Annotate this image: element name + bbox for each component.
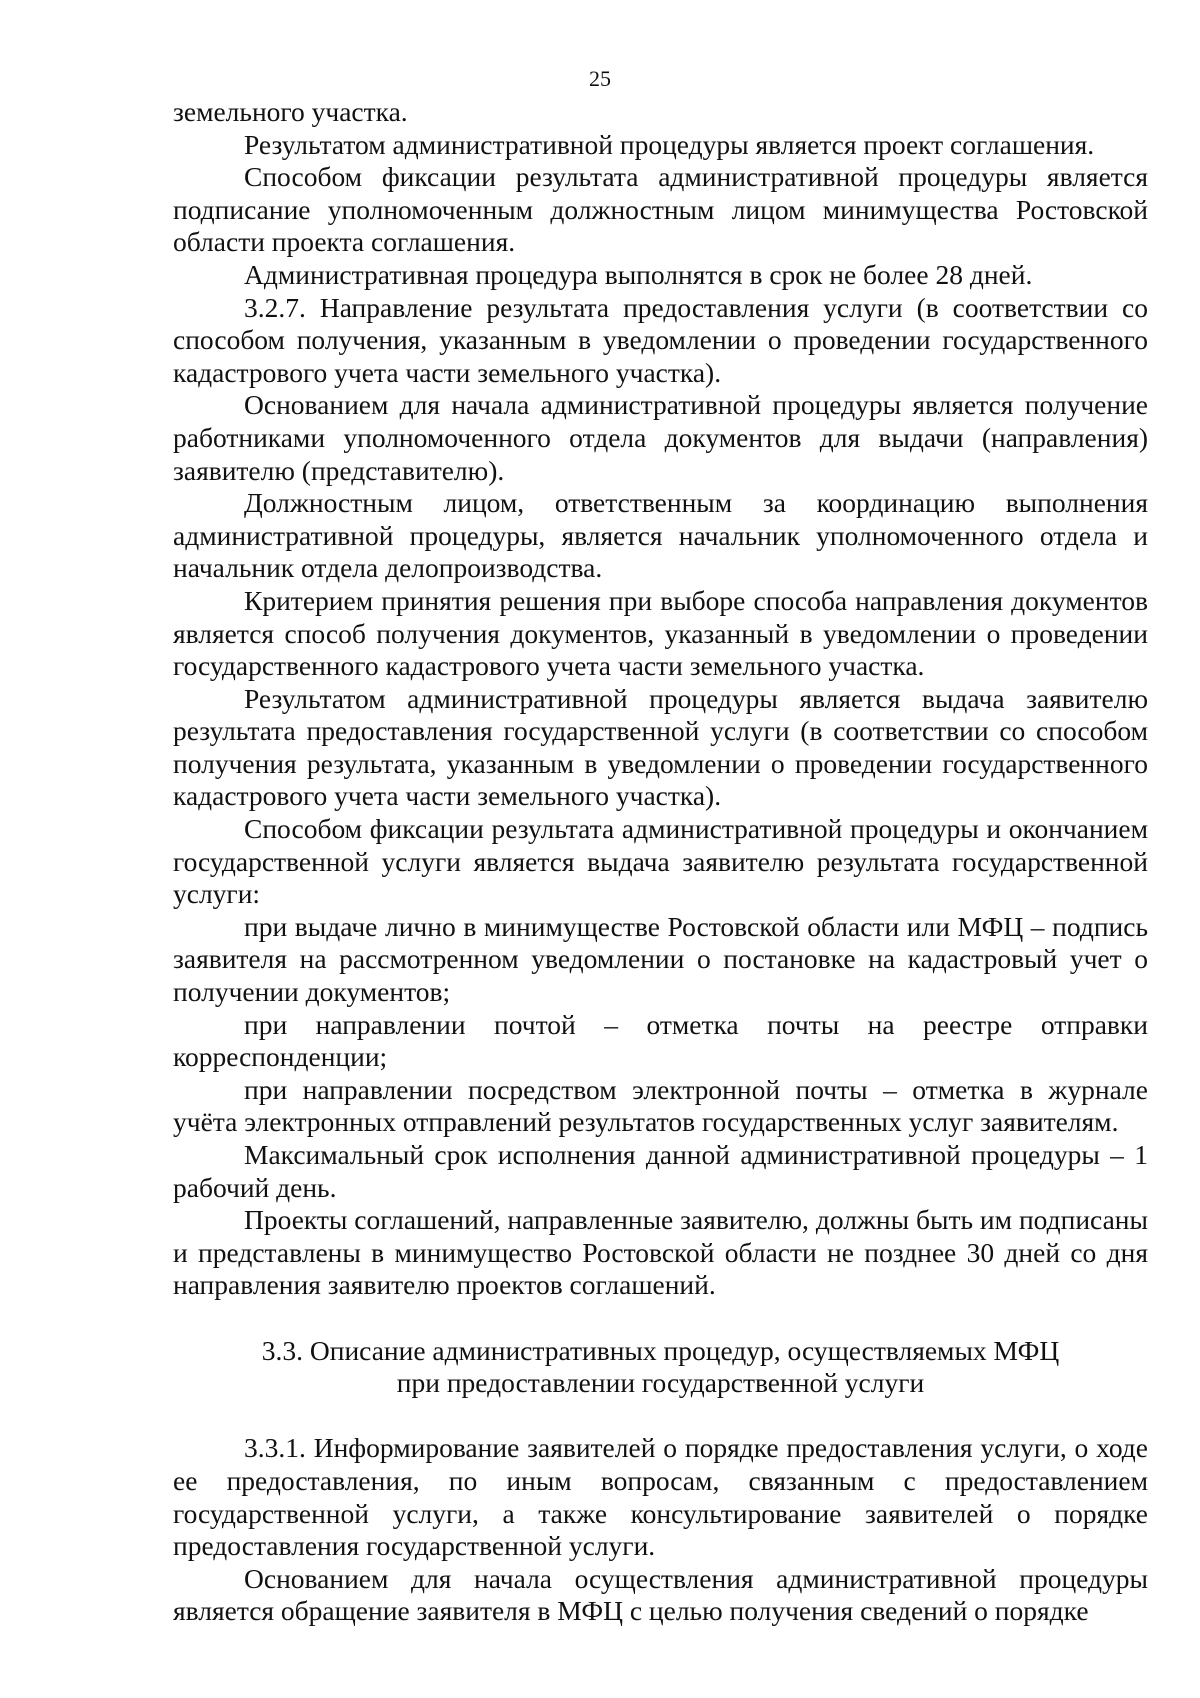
paragraph: при направлении почтой – отметка почты на реестре отправки корреспонденции; bbox=[173, 1008, 1148, 1073]
paragraph: земельного участка. bbox=[173, 96, 408, 127]
paragraph: Критерием принятия решения при выборе способа направления документов является способ получения документов, указанный в уведомлении о проведении государственного кадастрового учета части земельного участка. bbox=[173, 584, 1148, 682]
paragraph: Способом фиксации результата административной процедуры и окончанием государственной услуги является выдача заявителю результата государственной услуги: bbox=[173, 813, 1148, 910]
paragraph: Максимальный срок исполнения данной административной процедуры – 1 рабочий день. bbox=[173, 1139, 1148, 1203]
paragraph: Результатом административной процедуры является проект соглашения. bbox=[244, 128, 1095, 160]
paragraph: Основанием для начала осуществления административной процедуры является обращение заявителя в МФЦ с целью получения сведений о порядке bbox=[173, 1562, 1148, 1627]
paragraph: при выдаче лично в минимуществе Ростовской области или МФЦ – подпись заявителя на рассмотренном уведомлении о постановке на кадастровый учет о получении документов; bbox=[173, 910, 1148, 1008]
paragraph: Проекты соглашений, направленные заявителю, должны быть им подписаны и представлены в минимущество Ростовской области не позднее 30 дней со дня направления заявителю проектов соглашений. bbox=[173, 1204, 1148, 1301]
paragraph: 3.2.7. Направление результата предоставления услуги (в соответствии со способом получения, указанным в уведомлении о проведении государственного кадастрового учета части земельного участка). bbox=[173, 291, 1148, 388]
spacer bbox=[173, 1302, 1148, 1335]
paragraph: Способом фиксации результата административной процедуры является подписание уполномоченным должностным лицом минимущества Ростовской области проекта соглашения. bbox=[173, 161, 1148, 258]
paragraph: Основанием для начала административной процедуры является получение работниками уполномоченного отдела документов для выдачи (направления) заявителю (представителю). bbox=[173, 389, 1148, 486]
document-body bbox=[173, 96, 1148, 1628]
spacer bbox=[173, 1400, 1148, 1433]
paragraph: Должностным лицом, ответственным за координацию выполнения административной процедуры, является начальник уполномоченного отдела и начальник отдела делопроизводства. bbox=[173, 487, 1148, 584]
paragraph: Административная процедура выполнятся в срок не более 28 дней. bbox=[244, 258, 1033, 290]
paragraph: 3.3.1. Информирование заявителей о порядке предоставления услуги, о ходе ее предоставления, по иным вопросам, связанным с предоставлением государственной услуги, а также консультирование заявителей о порядке предоставления государственной услуги. bbox=[173, 1432, 1148, 1562]
paragraph: Результатом административной процедуры является выдача заявителю результата предоставления государственной услуги (в соответствии со способом получения результата, указанным в уведомлении о проведении государственного кадастрового учета части земельного участка). bbox=[173, 682, 1148, 812]
section-heading-line-2: при предоставлении государственной услуги bbox=[396, 1367, 925, 1399]
paragraph: при направлении посредством электронной почты – отметка в журнале учёта электронных отправлений результатов государственных услуг заявителям. bbox=[173, 1073, 1148, 1138]
page-number: 25 bbox=[589, 66, 611, 91]
section-heading-line-1: 3.3. Описание административных процедур, осуществляемых МФЦ bbox=[261, 1334, 1060, 1366]
